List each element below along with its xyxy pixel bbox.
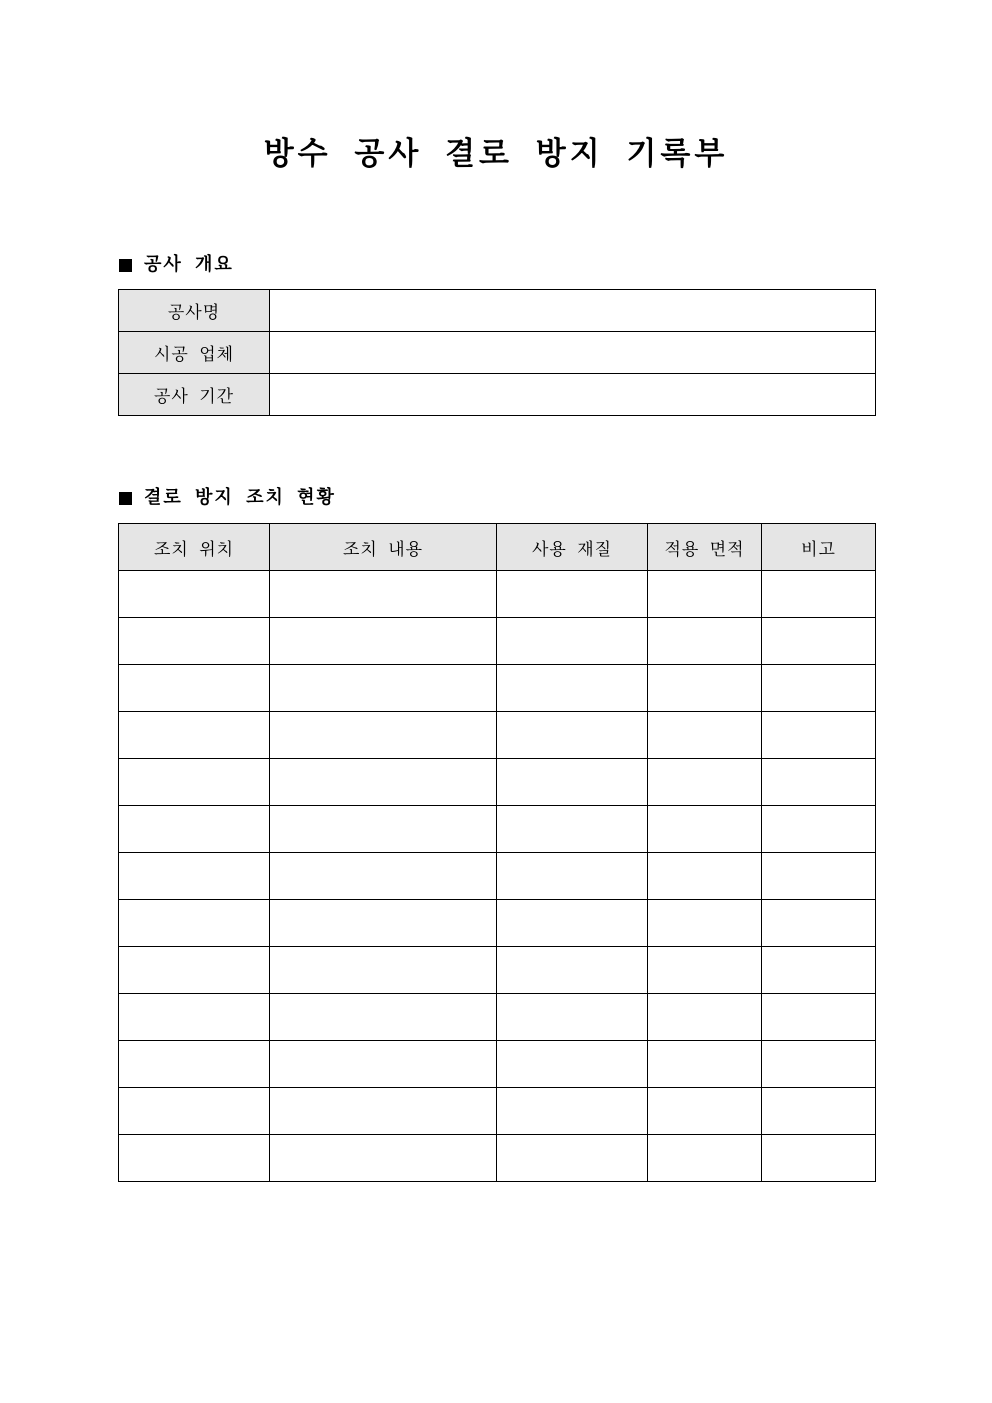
overview-label-project-name: 공사명	[119, 290, 270, 332]
section-heading-label: 결로 방지 조치 현황	[144, 487, 336, 508]
table-row	[119, 1135, 876, 1182]
cell-location[interactable]	[119, 994, 270, 1041]
cell-remarks[interactable]	[762, 947, 876, 994]
period-field[interactable]	[270, 384, 875, 405]
material-field[interactable]	[497, 1101, 647, 1122]
cell-location[interactable]	[119, 618, 270, 665]
cell-content[interactable]	[270, 947, 497, 994]
material-field[interactable]	[497, 678, 647, 699]
content-field[interactable]	[270, 819, 496, 840]
contractor-field[interactable]	[270, 342, 875, 363]
cell-material[interactable]	[497, 759, 648, 806]
status-header-row	[119, 524, 876, 571]
material-field[interactable]	[497, 584, 647, 605]
cell-location[interactable]	[119, 1135, 270, 1182]
cell-material[interactable]	[497, 1088, 648, 1135]
area-field[interactable]	[648, 960, 761, 981]
cell-remarks[interactable]	[762, 1041, 876, 1088]
area-field[interactable]	[648, 1054, 761, 1075]
cell-area[interactable]	[648, 900, 762, 947]
cell-content[interactable]	[270, 853, 497, 900]
cell-area[interactable]	[648, 665, 762, 712]
content-field[interactable]	[270, 960, 496, 981]
column-header-content: 조치 내용	[270, 524, 497, 571]
cell-content[interactable]	[270, 759, 497, 806]
project-name-field[interactable]	[270, 300, 875, 321]
content-field[interactable]	[270, 678, 496, 699]
content-field[interactable]	[270, 1148, 496, 1169]
column-header-material: 사용 재질	[497, 524, 648, 571]
location-field[interactable]	[119, 725, 269, 746]
cell-remarks[interactable]	[762, 618, 876, 665]
cell-material[interactable]	[497, 900, 648, 947]
cell-content[interactable]	[270, 618, 497, 665]
material-field[interactable]	[497, 1148, 647, 1169]
cell-location[interactable]	[119, 806, 270, 853]
cell-location[interactable]	[119, 853, 270, 900]
table-row	[119, 806, 876, 853]
table-row	[119, 759, 876, 806]
cell-location[interactable]	[119, 900, 270, 947]
remarks-field[interactable]	[762, 631, 875, 652]
cell-material[interactable]	[497, 994, 648, 1041]
material-field[interactable]	[497, 1007, 647, 1028]
remarks-field[interactable]	[762, 678, 875, 699]
cell-material[interactable]	[497, 806, 648, 853]
cell-location[interactable]	[119, 1041, 270, 1088]
cell-material[interactable]	[497, 712, 648, 759]
location-field[interactable]	[119, 1007, 269, 1028]
remarks-field[interactable]	[762, 1007, 875, 1028]
location-field[interactable]	[119, 1148, 269, 1169]
overview-value-project-name[interactable]	[270, 290, 876, 332]
cell-content[interactable]	[270, 665, 497, 712]
location-field[interactable]	[119, 772, 269, 793]
square-bullet-icon	[119, 259, 132, 272]
cell-area[interactable]	[648, 853, 762, 900]
table-row	[119, 947, 876, 994]
cell-remarks[interactable]	[762, 1088, 876, 1135]
overview-row	[119, 332, 876, 374]
area-field[interactable]	[648, 678, 761, 699]
cell-area[interactable]	[648, 806, 762, 853]
cell-remarks[interactable]	[762, 853, 876, 900]
table-row	[119, 665, 876, 712]
cell-material[interactable]	[497, 618, 648, 665]
cell-content[interactable]	[270, 571, 497, 618]
section-heading-label: 공사 개요	[144, 254, 234, 275]
cell-remarks[interactable]	[762, 1135, 876, 1182]
table-row	[119, 900, 876, 947]
area-field[interactable]	[648, 772, 761, 793]
content-field[interactable]	[270, 866, 496, 887]
table-row	[119, 571, 876, 618]
remarks-field[interactable]	[762, 913, 875, 934]
square-bullet-icon	[119, 492, 132, 505]
overview-label-period: 공사 기간	[119, 374, 270, 416]
table-row	[119, 618, 876, 665]
overview-row	[119, 290, 876, 332]
location-field[interactable]	[119, 678, 269, 699]
table-row	[119, 994, 876, 1041]
area-field[interactable]	[648, 1007, 761, 1028]
overview-table	[118, 289, 876, 416]
cell-material[interactable]	[497, 853, 648, 900]
cell-remarks[interactable]	[762, 806, 876, 853]
material-field[interactable]	[497, 866, 647, 887]
table-row	[119, 853, 876, 900]
cell-location[interactable]	[119, 1088, 270, 1135]
section-heading-status	[119, 486, 336, 510]
cell-remarks[interactable]	[762, 900, 876, 947]
material-field[interactable]	[497, 1054, 647, 1075]
remarks-field[interactable]	[762, 1148, 875, 1169]
cell-remarks[interactable]	[762, 712, 876, 759]
cell-area[interactable]	[648, 1088, 762, 1135]
overview-label-contractor: 시공 업체	[119, 332, 270, 374]
cell-area[interactable]	[648, 947, 762, 994]
cell-material[interactable]	[497, 571, 648, 618]
table-row	[119, 1041, 876, 1088]
document-title: 방수 공사 결로 방지 기록부	[263, 136, 729, 172]
location-field[interactable]	[119, 584, 269, 605]
content-field[interactable]	[270, 1007, 496, 1028]
material-field[interactable]	[497, 725, 647, 746]
remarks-field[interactable]	[762, 1101, 875, 1122]
area-field[interactable]	[648, 725, 761, 746]
material-field[interactable]	[497, 772, 647, 793]
section-heading-overview	[119, 253, 234, 277]
material-field[interactable]	[497, 960, 647, 981]
location-field[interactable]	[119, 819, 269, 840]
cell-area[interactable]	[648, 571, 762, 618]
material-field[interactable]	[497, 913, 647, 934]
location-field[interactable]	[119, 913, 269, 934]
area-field[interactable]	[648, 1101, 761, 1122]
remarks-field[interactable]	[762, 772, 875, 793]
column-header-remarks: 비고	[762, 524, 876, 571]
cell-content[interactable]	[270, 806, 497, 853]
area-field[interactable]	[648, 913, 761, 934]
material-field[interactable]	[497, 631, 647, 652]
cell-area[interactable]	[648, 618, 762, 665]
table-row	[119, 1088, 876, 1135]
cell-area[interactable]	[648, 712, 762, 759]
material-field[interactable]	[497, 819, 647, 840]
cell-area[interactable]	[648, 994, 762, 1041]
location-field[interactable]	[119, 960, 269, 981]
cell-material[interactable]	[497, 947, 648, 994]
cell-content[interactable]	[270, 994, 497, 1041]
column-header-area: 적용 면적	[648, 524, 762, 571]
area-field[interactable]	[648, 1148, 761, 1169]
content-field[interactable]	[270, 772, 496, 793]
table-row	[119, 712, 876, 759]
cell-content[interactable]	[270, 1135, 497, 1182]
content-field[interactable]	[270, 913, 496, 934]
cell-remarks[interactable]	[762, 571, 876, 618]
cell-content[interactable]	[270, 712, 497, 759]
remarks-field[interactable]	[762, 960, 875, 981]
remarks-field[interactable]	[762, 866, 875, 887]
area-field[interactable]	[648, 866, 761, 887]
cell-location[interactable]	[119, 759, 270, 806]
cell-location[interactable]	[119, 947, 270, 994]
cell-content[interactable]	[270, 1041, 497, 1088]
cell-material[interactable]	[497, 1041, 648, 1088]
cell-content[interactable]	[270, 900, 497, 947]
area-field[interactable]	[648, 819, 761, 840]
location-field[interactable]	[119, 1054, 269, 1075]
content-field[interactable]	[270, 1101, 496, 1122]
cell-remarks[interactable]	[762, 994, 876, 1041]
location-field[interactable]	[119, 866, 269, 887]
content-field[interactable]	[270, 725, 496, 746]
location-field[interactable]	[119, 631, 269, 652]
status-table-body	[119, 571, 876, 1182]
cell-location[interactable]	[119, 571, 270, 618]
content-field[interactable]	[270, 631, 496, 652]
area-field[interactable]	[648, 631, 761, 652]
remarks-field[interactable]	[762, 819, 875, 840]
remarks-field[interactable]	[762, 1054, 875, 1075]
cell-area[interactable]	[648, 759, 762, 806]
cell-location[interactable]	[119, 665, 270, 712]
remarks-field[interactable]	[762, 725, 875, 746]
content-field[interactable]	[270, 1054, 496, 1075]
cell-location[interactable]	[119, 712, 270, 759]
overview-row	[119, 374, 876, 416]
status-table	[118, 523, 876, 1182]
cell-remarks[interactable]	[762, 665, 876, 712]
content-field[interactable]	[270, 584, 496, 605]
cell-remarks[interactable]	[762, 759, 876, 806]
cell-material[interactable]	[497, 1135, 648, 1182]
cell-area[interactable]	[648, 1135, 762, 1182]
cell-area[interactable]	[648, 1041, 762, 1088]
overview-value-contractor[interactable]	[270, 332, 876, 374]
overview-value-period[interactable]	[270, 374, 876, 416]
cell-material[interactable]	[497, 665, 648, 712]
cell-content[interactable]	[270, 1088, 497, 1135]
area-field[interactable]	[648, 584, 761, 605]
remarks-field[interactable]	[762, 584, 875, 605]
location-field[interactable]	[119, 1101, 269, 1122]
column-header-location: 조치 위치	[119, 524, 270, 571]
